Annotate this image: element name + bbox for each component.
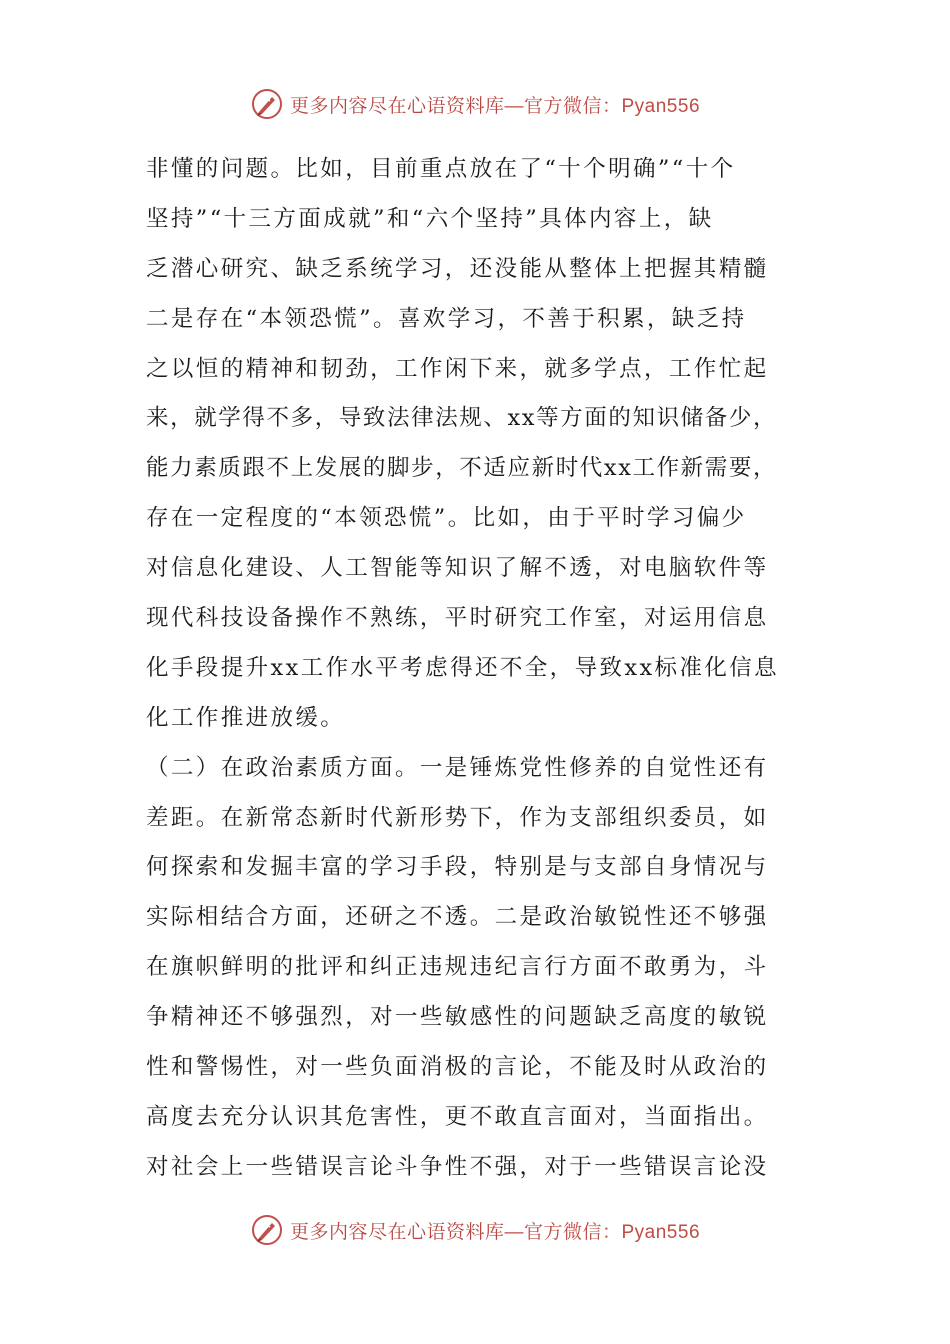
body-line: 何探索和发掘丰富的学习手段，特别是与支部自身情况与	[146, 854, 769, 881]
body-line: 非懂的问题。比如，目前重点放在了“十个明确”“十个	[146, 156, 736, 182]
body-line: 坚持”“十三方面成就”和“六个坚持”具体内容上，缺	[146, 205, 714, 232]
body-line: 来，就学得不多，导致法律法规、xx等方面的知识储备少，	[146, 405, 778, 432]
pen-logo-icon	[250, 1213, 284, 1247]
body-line: 性和警惕性，对一些负面消极的言论，不能及时从政治的	[146, 1054, 769, 1081]
body-line: 化工作推进放缓。	[146, 704, 346, 731]
body-line: 之以恒的精神和韧劲，工作闲下来，就多学点，工作忙起	[146, 355, 769, 382]
banner-title	[290, 1217, 700, 1244]
banner-title	[290, 91, 700, 118]
body-line: 能力素质跟不上发展的脚步，不适应新时代xx工作新需要，	[146, 455, 778, 482]
body-line: （二）在政治素质方面。一是锤炼党性修养的自觉性还有	[146, 754, 769, 781]
banner-main-text: 更多内容尽在心语资料库	[289, 94, 505, 117]
banner-main-text: 更多内容尽在心语资料库	[289, 1220, 505, 1243]
body-line: 争精神还不够强烈，对一些敏感性的问题缺乏高度的敏锐	[146, 1004, 769, 1031]
body-line: 对信息化建设、人工智能等知识了解不透，对电脑软件等	[146, 555, 769, 582]
body-line: 差距。在新常态新时代新形势下，作为支部组织委员，如	[146, 804, 769, 831]
header-banner	[0, 84, 950, 124]
body-line: 存在一定程度的“本领恐慌”。比如，由于平时学习偏少	[146, 505, 747, 532]
body-line: 二是存在“本领恐慌”。喜欢学习，不善于积累，缺乏持	[146, 305, 747, 332]
body-line: 现代科技设备操作不熟练，平时研究工作室，对运用信息	[146, 605, 769, 632]
body-line: 在旗帜鲜明的批评和纠正违规违纪言行方面不敢勇为，斗	[146, 954, 769, 981]
body-line: 高度去充分认识其危害性，更不敢直言面对，当面指出。	[146, 1103, 769, 1130]
banner-wechat-text: —官方微信：Pyan556	[504, 95, 701, 117]
body-line: 化手段提升xx工作水平考虑得还不全，导致xx标准化信息	[146, 654, 780, 681]
footer-banner	[0, 1210, 950, 1250]
body-line: 乏潜心研究、缺乏系统学习，还没能从整体上把握其精髓	[146, 255, 769, 282]
pen-logo-icon	[250, 87, 284, 121]
banner-wechat-text: —官方微信：Pyan556	[504, 1221, 701, 1243]
body-line: 对社会上一些错误言论斗争性不强，对于一些错误言论没	[146, 1153, 769, 1180]
body-line: 实际相结合方面，还研之不透。二是政治敏锐性还不够强	[146, 904, 769, 931]
document-body	[146, 145, 818, 1193]
